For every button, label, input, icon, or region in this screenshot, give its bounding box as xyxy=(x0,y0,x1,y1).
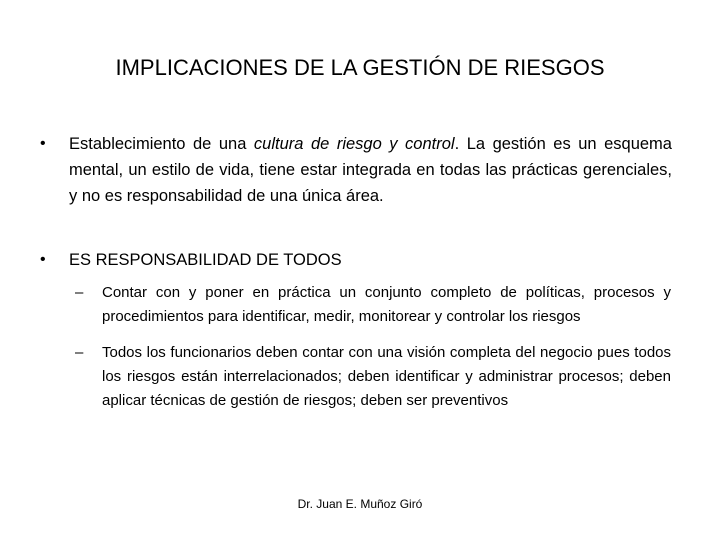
bullet-item xyxy=(0,131,720,237)
slide-title: IMPLICACIONES DE LA GESTIÓN DE RIESGOS xyxy=(115,55,605,80)
bullet-text xyxy=(69,131,672,237)
bullet-text: ES RESPONSABILIDAD DE TODOS xyxy=(69,251,342,269)
sub-bullet-text: Contar con y poner en práctica un conjunto completo de políticas, procesos y procedimientos para identificar, medir, monitorear y controlar los riesgos xyxy=(102,284,671,325)
sub-bullet-item xyxy=(0,281,720,329)
sub-bullet-list xyxy=(0,281,720,413)
bullet-list xyxy=(0,131,720,413)
bullet-emphasis: cultura de riesgo y control xyxy=(253,135,455,153)
bullet-text-rest: . La gestión es un esquema mental, un estilo de vida, tiene estar integrada en todas las prácticas gerenciales, y no es responsabilidad de una única área. xyxy=(69,135,672,205)
footer-author: Dr. Juan E. Muñoz Giró xyxy=(297,497,423,511)
sub-bullet-text: Todos los funcionarios deben contar con una visión completa del negocio pues todos los riesgos están interrelacionados; deben identificar y administrar procesos; deben aplicar técnicas de gestión de riesgos; deben ser preventivos xyxy=(102,344,671,409)
sub-bullet-item xyxy=(0,341,720,413)
bullet-marker: • xyxy=(40,135,46,152)
bullet-marker: • xyxy=(40,251,46,268)
sub-bullet-marker: – xyxy=(75,344,84,361)
bullet-item xyxy=(0,247,720,413)
sub-bullet-marker: – xyxy=(75,284,84,301)
bullet-text-lead: Establecimiento de una xyxy=(69,135,254,153)
